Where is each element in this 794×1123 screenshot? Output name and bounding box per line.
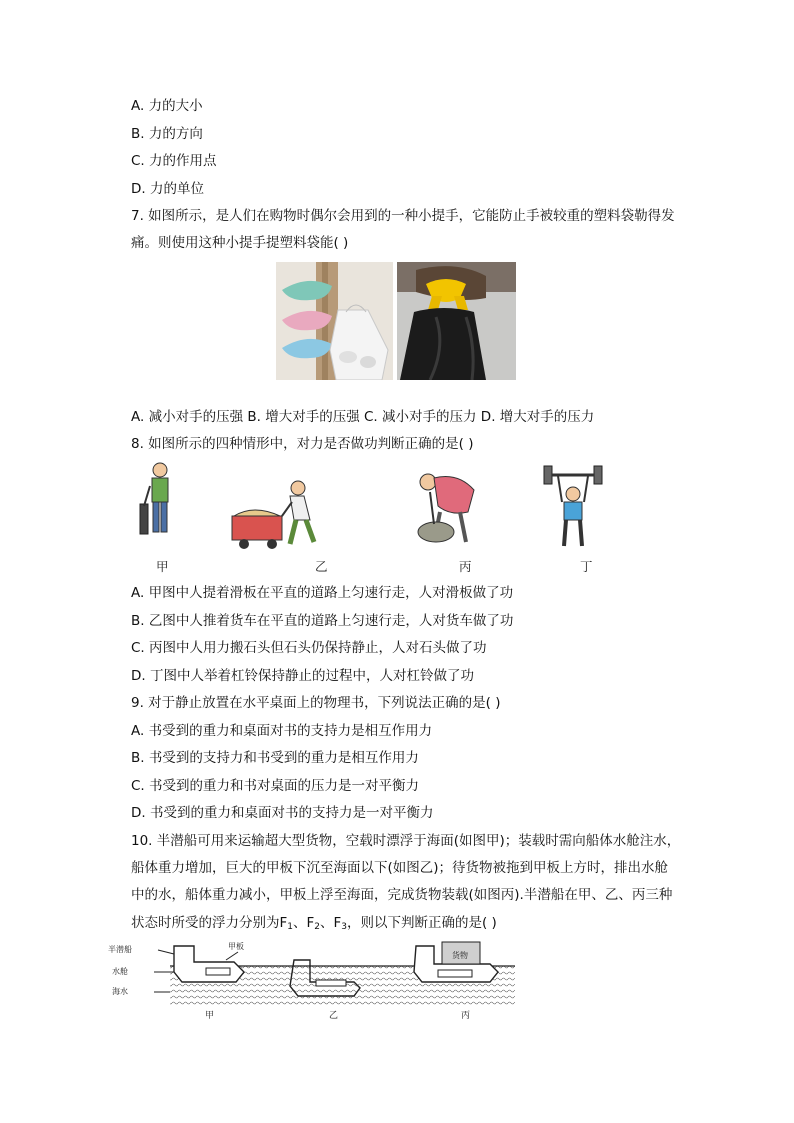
q7-stem-line2: 痛。则使用这种小提手提塑料袋能( ) bbox=[131, 235, 349, 251]
q10-line4 bbox=[131, 913, 497, 937]
q9-option-b: B. 书受到的支持力和书受到的重力是相互作用力 bbox=[131, 750, 419, 766]
q10-label-deck: 甲板 bbox=[228, 942, 244, 951]
q10-bottom-label-jia: 甲 bbox=[205, 1011, 215, 1021]
q8-option-d: D. 丁图中人举着杠铃保持静止的过程中，人对杠铃做了功 bbox=[131, 668, 474, 684]
q10-sub1: 1 bbox=[287, 922, 293, 932]
q9-option-c: C. 书受到的重力和书对桌面的压力是一对平衡力 bbox=[131, 778, 420, 794]
q8-option-c: C. 丙图中人用力搬石头但石头仍保持静止，人对石头做了功 bbox=[131, 640, 487, 656]
q6-option-b: B. 力的方向 bbox=[131, 126, 203, 142]
q9-option-d: D. 书受到的重力和桌面对书的支持力是一对平衡力 bbox=[131, 805, 434, 821]
q6-option-c: C. 力的作用点 bbox=[131, 153, 217, 169]
q8-option-b: B. 乙图中人推着货车在平直的道路上匀速行走，人对货车做了功 bbox=[131, 613, 514, 629]
q8-stem: 8. 如图所示的四种情形中，对力是否做功判断正确的是( ) bbox=[131, 436, 474, 452]
scene-jia-figure bbox=[140, 463, 168, 534]
q10-line4-pre: 状态时所受的浮力分别为F bbox=[131, 915, 288, 931]
q10-label-cargo: 货物 bbox=[452, 951, 468, 960]
q10-side-label-tank: 水舱 bbox=[112, 967, 128, 976]
q6-option-a: A. 力的大小 bbox=[131, 98, 203, 114]
q9-stem: 9. 对于静止放置在水平桌面上的物理书，下列说法正确的是( ) bbox=[131, 695, 501, 711]
q7-stem-line1: 7. 如图所示，是人们在购物时偶尔会用到的一种小提手，它能防止手被较重的塑料袋勒得发 bbox=[131, 208, 675, 224]
q10-sep1: 、F bbox=[293, 915, 315, 931]
q10-bottom-label-yi: 乙 bbox=[329, 1011, 339, 1021]
q10-side-label-sea: 海水 bbox=[112, 987, 128, 996]
q10-side-label-ship: 半潜船 bbox=[108, 945, 132, 954]
q10-sub2: 2 bbox=[314, 922, 320, 932]
q7-options: A. 减小对手的压强 B. 增大对手的压强 C. 减小对手的压力 D. 增大对手的压力 bbox=[131, 409, 595, 425]
q10-line4-post: ，则以下判断正确的是( ) bbox=[347, 915, 497, 931]
scene-yi-figure bbox=[232, 481, 314, 549]
q10-line1: 10. 半潜船可用来运输超大型货物，空载时漂浮于海面(如图甲)；装载时需向船体水舱注水， bbox=[131, 833, 681, 849]
scene-bing-figure bbox=[418, 474, 474, 542]
q10-bottom-label-bing: 丙 bbox=[461, 1011, 471, 1021]
q10-sep2: 、F bbox=[320, 915, 342, 931]
q6-option-d: D. 力的单位 bbox=[131, 181, 204, 197]
q7-bag-handle-photo bbox=[276, 262, 516, 380]
q8-label-ding: 丁 bbox=[580, 559, 593, 574]
q10-line3: 中的水，船体重力减小，甲板上浮至海面，完成货物装载(如图丙).半潜船在甲、乙、丙三种 bbox=[131, 887, 673, 903]
q8-four-scenes-figure bbox=[130, 458, 620, 554]
q10-line2: 船体重力增加，巨大的甲板下沉至海面以下(如图乙)；待货物被拖到甲板上方时，排出水舱 bbox=[131, 860, 669, 876]
q8-label-bing: 丙 bbox=[459, 559, 472, 574]
q8-label-yi: 乙 bbox=[315, 559, 328, 574]
scene-ding-figure bbox=[544, 466, 602, 546]
q9-option-a: A. 书受到的重力和桌面对书的支持力是相互作用力 bbox=[131, 723, 433, 739]
q8-option-a: A. 甲图中人提着滑板在平直的道路上匀速行走，人对滑板做了功 bbox=[131, 585, 514, 601]
q8-label-jia: 甲 bbox=[156, 559, 169, 574]
q10-sub3: 3 bbox=[341, 922, 347, 932]
